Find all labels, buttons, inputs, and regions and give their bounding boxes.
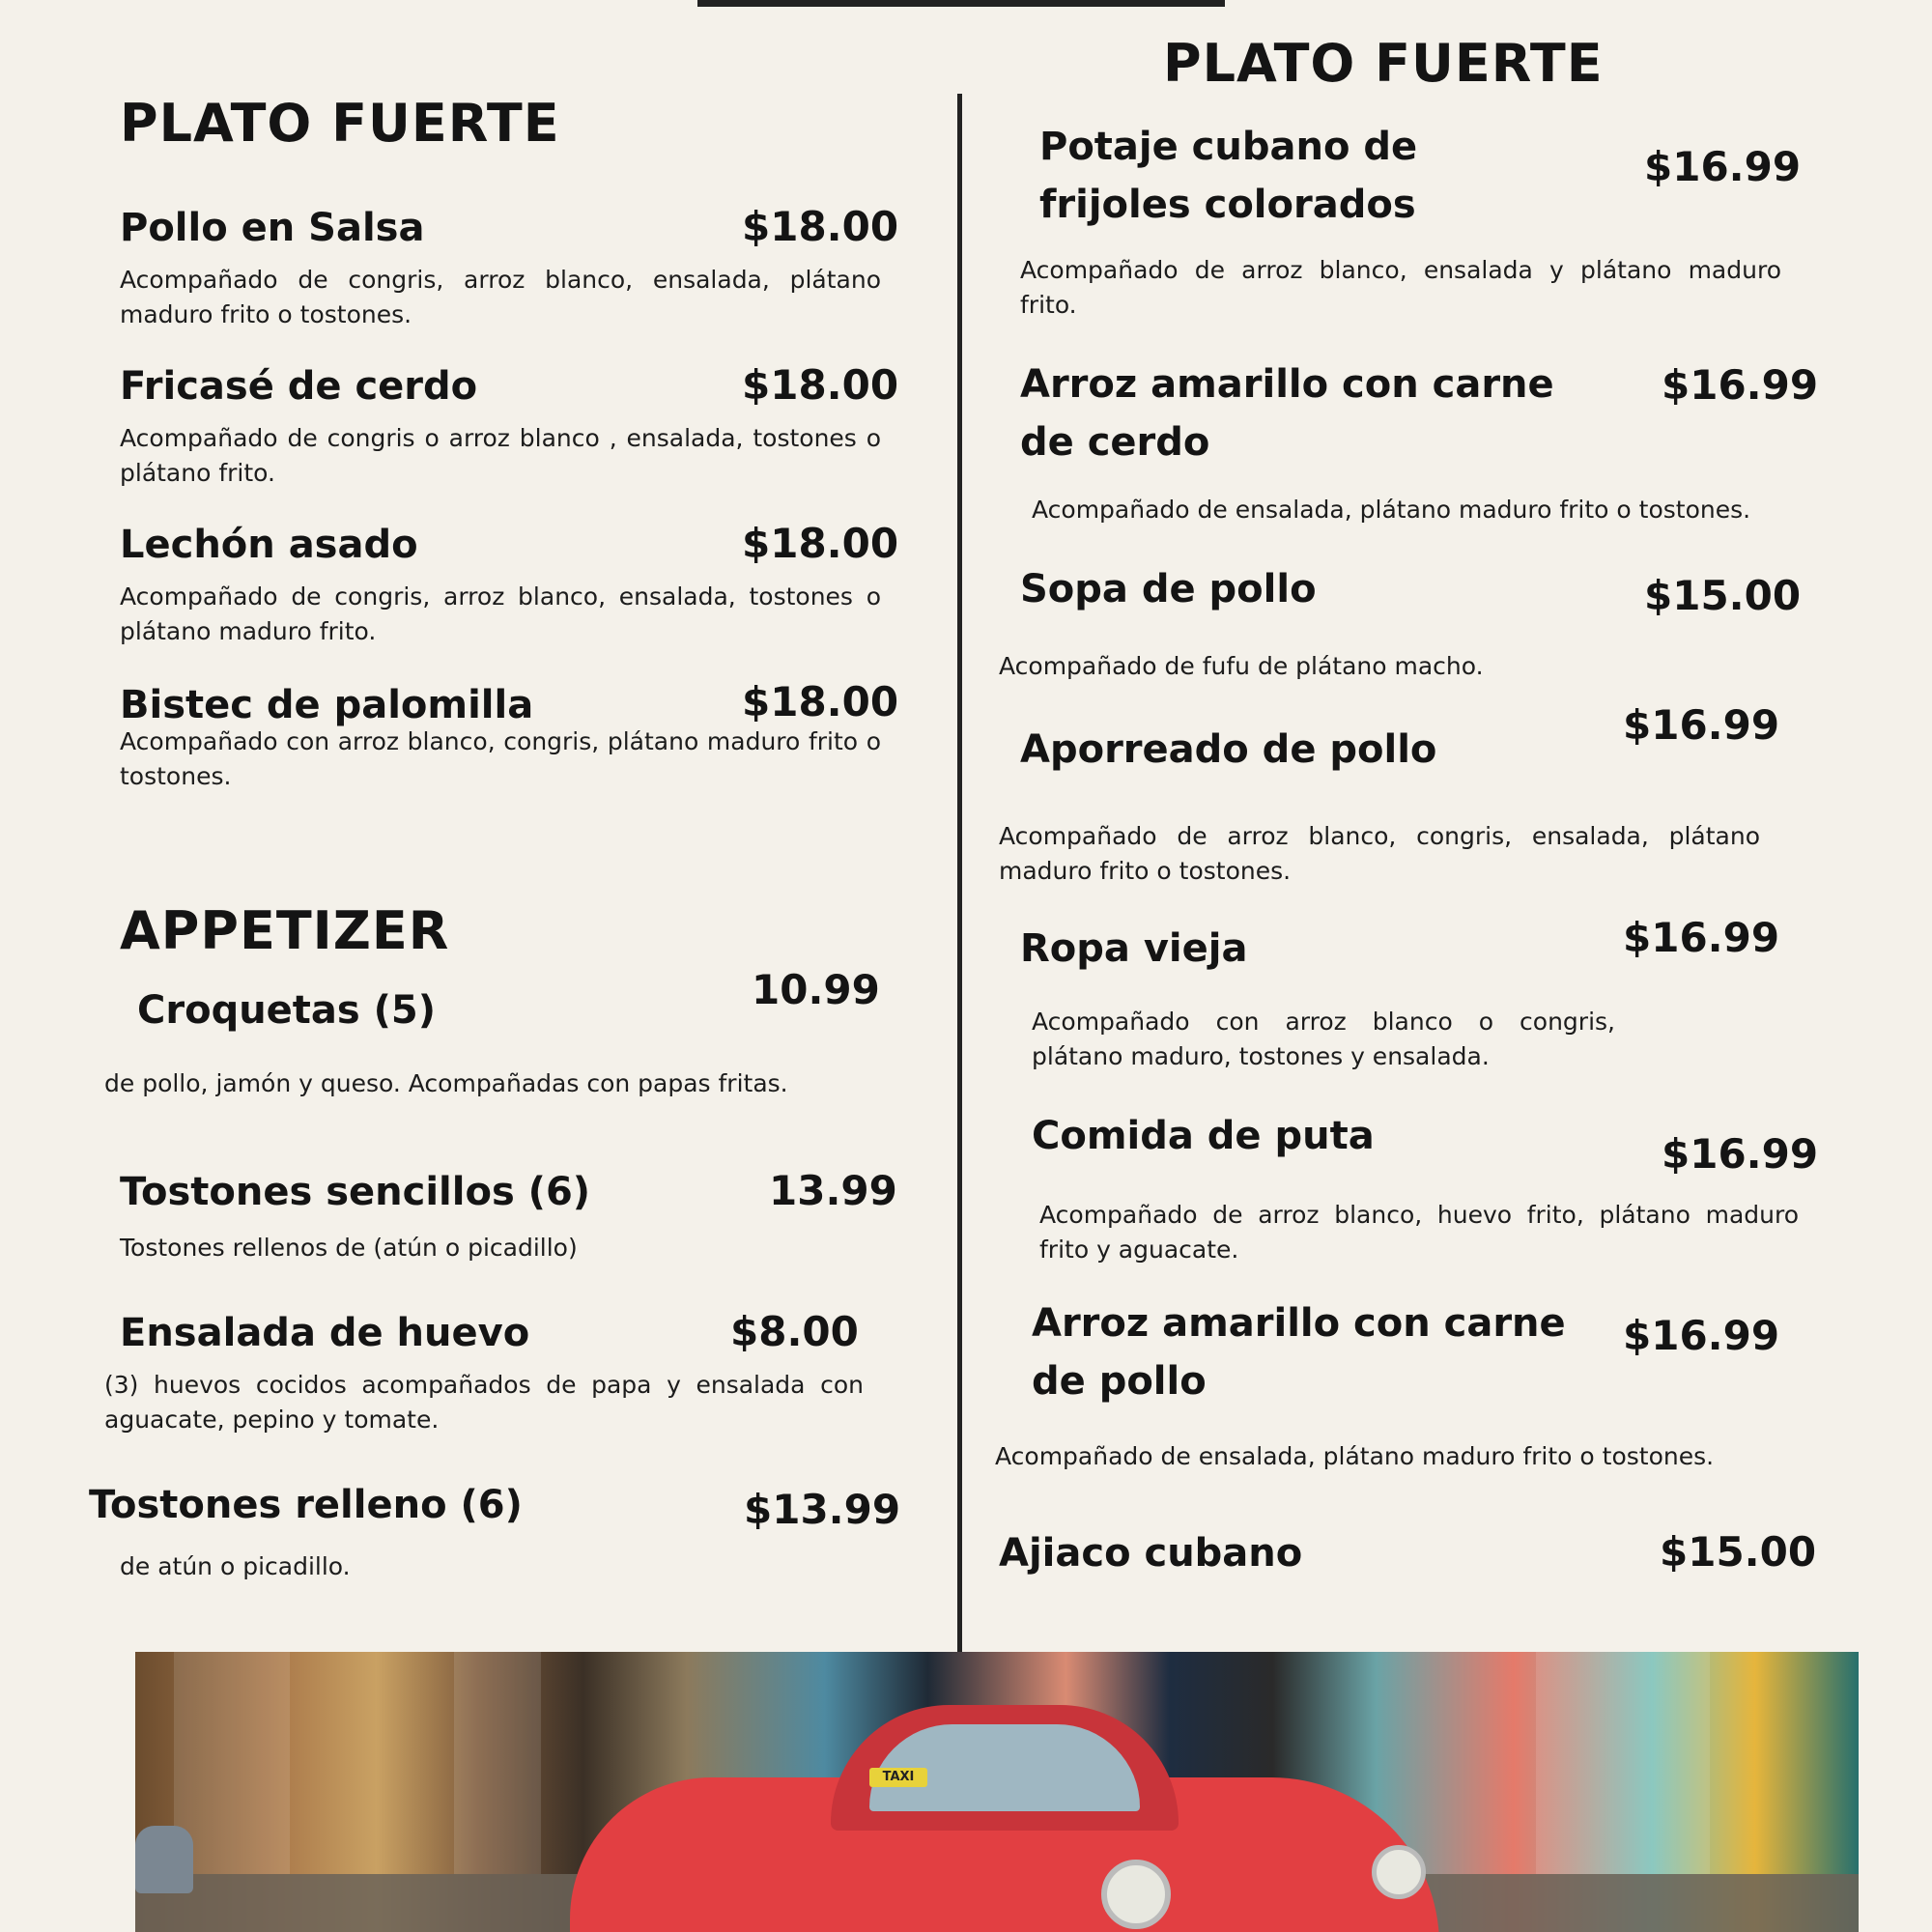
- item-name: Tostones sencillos (6): [120, 1170, 591, 1214]
- item-price: $16.99: [1662, 361, 1819, 409]
- item-price: $16.99: [1662, 1130, 1819, 1178]
- item-description: Acompañado de ensalada, plátano maduro frito o tostones.: [995, 1442, 1715, 1470]
- item-description: Tostones rellenos de (atún o picadillo): [120, 1234, 578, 1262]
- item-price: $18.00: [742, 203, 899, 250]
- item-name: Comida de puta: [1032, 1114, 1375, 1158]
- item-name: Arroz amarillo con carne de pollo: [1032, 1301, 1566, 1404]
- item-name: Ajiaco cubano: [999, 1531, 1303, 1576]
- headlight-icon: [1101, 1860, 1171, 1929]
- taxi-sign-text: TAXI: [882, 1770, 915, 1784]
- item-description: Acompañado de congris, arroz blanco, ensalada, plátano maduro frito o tostones.: [120, 266, 881, 328]
- item-description: Acompañado de congris o arroz blanco , ensalada, tostones o plátano frito.: [120, 424, 881, 487]
- taxi-sign: [869, 1768, 927, 1787]
- item-name: Croquetas (5): [137, 988, 437, 1033]
- item-name: Ropa vieja: [1020, 926, 1248, 971]
- item-price: $18.00: [742, 361, 899, 409]
- item-description: de pollo, jamón y queso. Acompañadas con papas fritas.: [104, 1069, 788, 1097]
- item-price: $16.99: [1623, 914, 1780, 961]
- item-price: $16.99: [1623, 701, 1780, 749]
- item-description: Acompañado de arroz blanco, huevo frito, plátano maduro frito y aguacate.: [1039, 1201, 1799, 1264]
- item-description: Acompañado de ensalada, plátano maduro frito o tostones.: [1032, 496, 1751, 524]
- item-description: de atún o picadillo.: [120, 1552, 351, 1580]
- item-description: Acompañado de fufu de plátano macho.: [999, 652, 1484, 680]
- item-name: Arroz amarillo con carne de cerdo: [1020, 362, 1554, 465]
- item-price: $15.00: [1660, 1528, 1817, 1576]
- top-rule: [697, 0, 1225, 7]
- headlight-icon: [1372, 1845, 1426, 1899]
- item-name: Tostones relleno (6): [89, 1483, 523, 1527]
- item-price: $16.99: [1644, 143, 1802, 190]
- item-name: Pollo en Salsa: [120, 206, 425, 250]
- item-price: $18.00: [742, 520, 899, 567]
- item-description: Acompañado de congris, arroz blanco, ensalada, tostones o plátano maduro frito.: [120, 582, 881, 645]
- item-description: Acompañado de arroz blanco, ensalada y plátano maduro frito.: [1020, 256, 1781, 319]
- item-name: Ensalada de huevo: [120, 1311, 530, 1355]
- item-name: Aporreado de pollo: [1020, 727, 1437, 772]
- item-price: $16.99: [1623, 1312, 1780, 1359]
- left-plato-heading: PLATO FUERTE: [120, 93, 560, 154]
- item-name: Lechón asado: [120, 523, 418, 567]
- item-name: Potaje cubano de frijoles colorados: [1039, 125, 1418, 227]
- item-name: Fricasé de cerdo: [120, 364, 478, 409]
- appetizer-heading: APPETIZER: [120, 900, 450, 961]
- column-divider: [957, 94, 962, 1654]
- item-price: 13.99: [769, 1167, 897, 1214]
- street-photo: [135, 1652, 1859, 1932]
- right-plato-heading: PLATO FUERTE: [1163, 33, 1604, 94]
- item-price: $8.00: [730, 1308, 859, 1355]
- item-description: Acompañado con arroz blanco o congris, plátano maduro, tostones y ensalada.: [1032, 1008, 1615, 1070]
- item-description: Acompañado con arroz blanco, congris, plátano maduro frito o tostones.: [120, 727, 881, 790]
- item-name: Sopa de pollo: [1020, 567, 1317, 611]
- item-name: Bistec de palomilla: [120, 683, 534, 727]
- background-car-icon: [135, 1826, 193, 1893]
- item-price: $13.99: [744, 1486, 901, 1533]
- item-price: $18.00: [742, 678, 899, 725]
- item-description: (3) huevos cocidos acompañados de papa y ensalada con aguacate, pepino y tomate.: [104, 1371, 864, 1434]
- item-price: $15.00: [1644, 572, 1802, 619]
- item-description: Acompañado de arroz blanco, congris, ensalada, plátano maduro frito o tostones.: [999, 822, 1760, 885]
- item-price: 10.99: [752, 966, 880, 1013]
